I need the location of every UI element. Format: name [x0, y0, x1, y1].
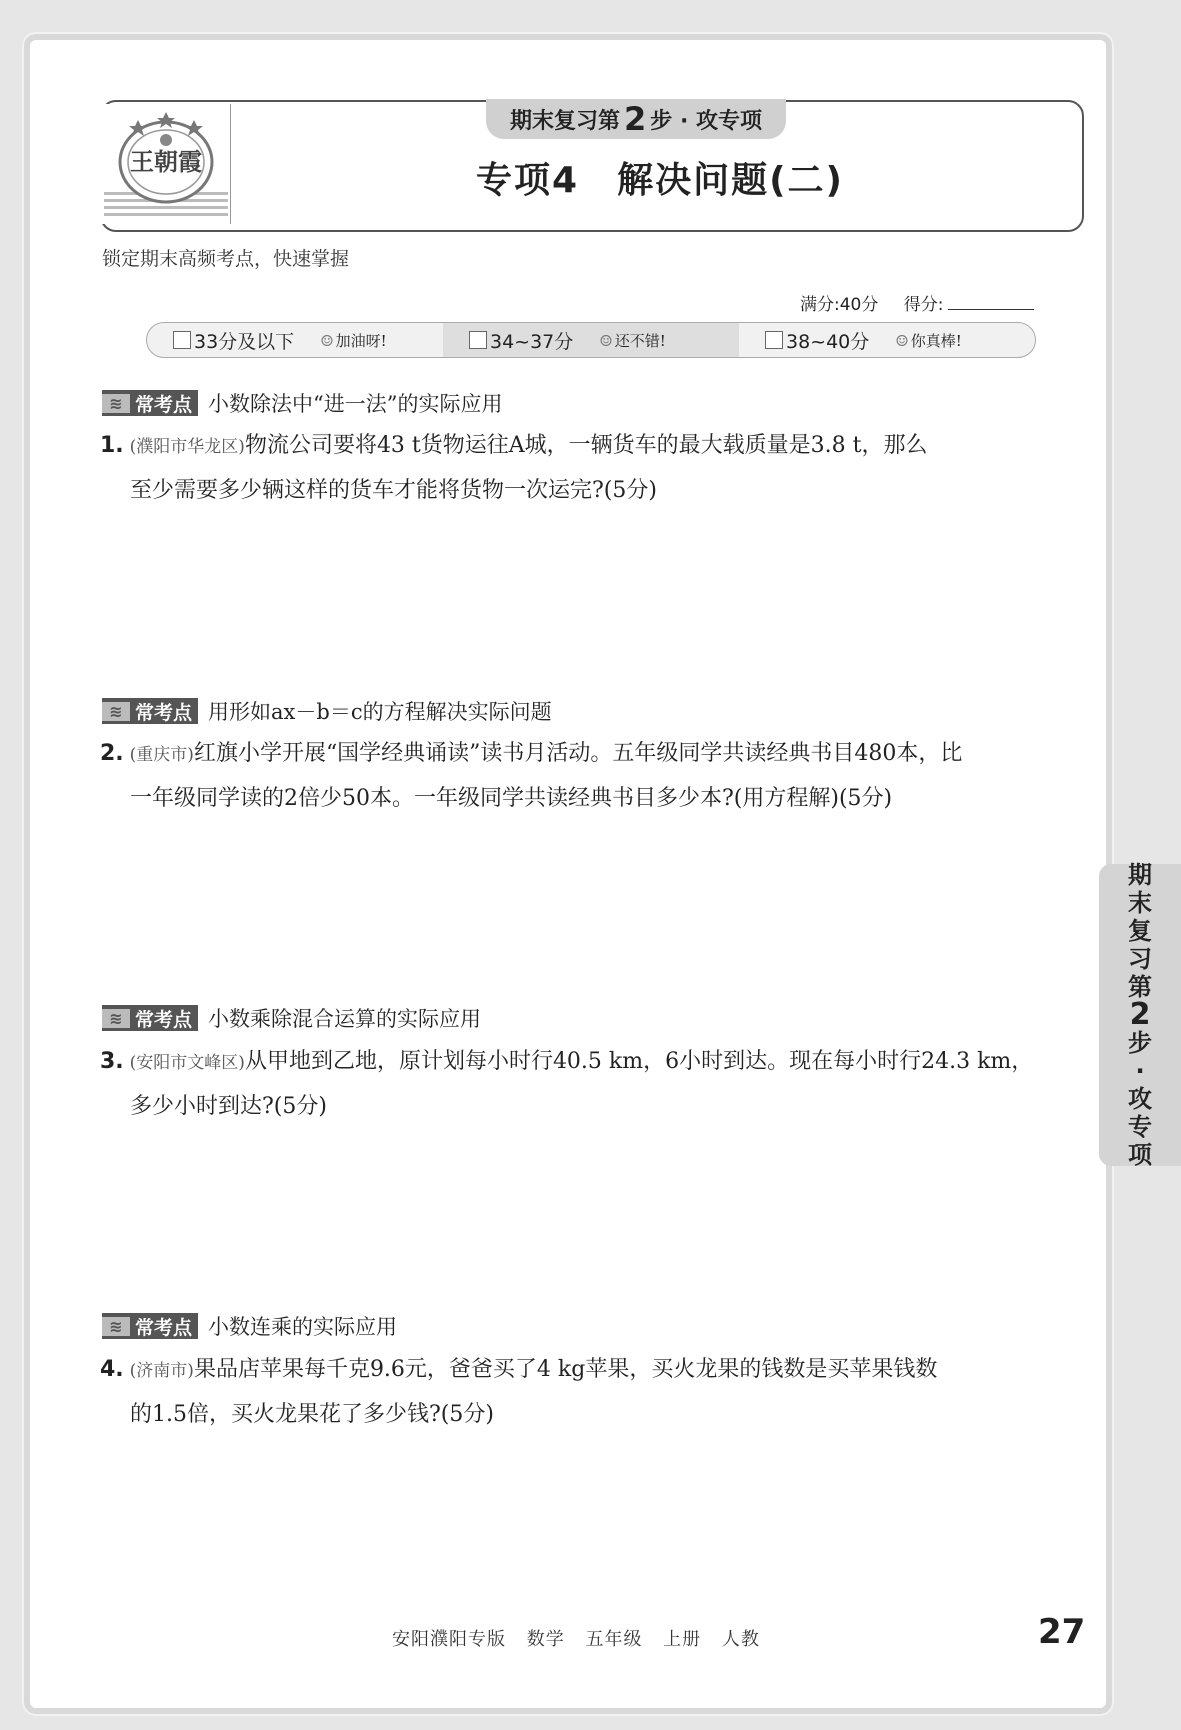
question-text-line2: 至少需要多少辆这样的货车才能将货物一次运完?(5分)	[130, 478, 657, 503]
smiley-icon: ☺	[599, 331, 613, 350]
answer-area-2[interactable]	[100, 824, 980, 984]
section-topic-1: 小数除法中“进一法”的实际应用	[208, 392, 503, 416]
section-topic-2: 用形如ax－b＝c的方程解决实际问题	[208, 700, 552, 724]
question-1	[100, 424, 1080, 513]
tagline: 锁定期末高频考点，快速掌握	[102, 248, 350, 270]
question-4	[100, 1348, 1080, 1437]
rating-range-low: 33分及以下	[194, 330, 295, 353]
rating-segment-low	[147, 323, 443, 357]
question-text-line1: 果品店苹果每千克9.6元，爸爸买了4 kg苹果，买火龙果的钱数是买苹果钱数	[193, 1357, 938, 1382]
wave-icon: ≋	[102, 1317, 130, 1336]
rating-comment-high: ☺ 你真棒!	[895, 331, 962, 350]
section-tag-2	[102, 696, 552, 726]
rating-comment-low: ☺ 加油呀!	[320, 331, 387, 350]
common-point-badge: ≋ 常考点	[102, 1005, 198, 1031]
brand-seal-logo	[100, 104, 232, 224]
question-source: (济南市)	[129, 1361, 194, 1381]
rating-checkbox-high[interactable]	[765, 331, 783, 349]
rating-checkbox-low[interactable]	[173, 331, 191, 349]
rating-segment-mid	[443, 323, 739, 357]
page-title: 专项4 解决问题(二)	[476, 160, 844, 201]
answer-area-1[interactable]	[100, 516, 1080, 676]
question-text-line2: 多少小时到达?(5分)	[130, 1094, 327, 1119]
common-point-badge: ≋ 常考点	[102, 390, 198, 416]
question-text-line2: 一年级同学读的2倍少50本。一年级同学共读经典书目多少本?(用方程解)(5分)	[130, 786, 893, 811]
question-text-line1: 物流公司要将43 t货物运往A城，一辆货车的最大载质量是3.8 t，那么	[244, 433, 928, 458]
banner-suffix: 步 · 攻专项	[650, 108, 762, 134]
full-score-label: 满分:40分	[800, 295, 879, 315]
step-banner	[486, 99, 786, 139]
rating-range-high: 38~40分	[786, 330, 870, 353]
got-score-label: 得分:	[903, 295, 944, 315]
page-number: 27	[1038, 1612, 1086, 1652]
question-source: (安阳市文峰区)	[129, 1053, 245, 1073]
section-tag-4	[102, 1311, 397, 1341]
answer-area-4[interactable]	[100, 1440, 1080, 1600]
smiley-icon: ☺	[895, 331, 909, 350]
section-tag-3	[102, 1003, 481, 1033]
answer-area-3[interactable]	[100, 1132, 1080, 1292]
header-divider	[230, 104, 231, 224]
question-text-line2: 的1.5倍，买火龙果花了多少钱?(5分)	[130, 1402, 494, 1427]
question-source: (重庆市)	[129, 745, 194, 765]
self-rating-bar	[146, 322, 1036, 358]
banner-step-number: 2	[624, 100, 647, 138]
section-topic-3: 小数乘除混合运算的实际应用	[208, 1007, 482, 1031]
rating-checkbox-mid[interactable]	[469, 331, 487, 349]
common-point-badge: ≋ 常考点	[102, 698, 198, 724]
footer-info: 安阳濮阳专版 数学 五年级 上册 人教	[392, 1629, 760, 1650]
question-3	[100, 1040, 1080, 1129]
question-number: 4.	[100, 1357, 124, 1382]
wave-icon: ≋	[102, 702, 130, 721]
side-tab-step2: 期 末 复 习 第 2 步 · 攻 专 项	[1099, 864, 1181, 1166]
svg-text:王朝霞: 王朝霞	[130, 147, 202, 176]
score-blank[interactable]	[948, 309, 1034, 310]
question-source: (濮阳市华龙区)	[129, 437, 245, 457]
wave-icon: ≋	[102, 394, 130, 413]
rating-comment-mid: ☺ 还不错!	[599, 331, 666, 350]
question-number: 3.	[100, 1049, 124, 1074]
question-number: 2.	[100, 741, 124, 766]
section-tag-1	[102, 388, 503, 418]
wave-icon: ≋	[102, 1009, 130, 1028]
banner-prefix: 期末复习第	[510, 108, 621, 134]
question-2	[100, 732, 1080, 821]
score-line	[800, 290, 1034, 315]
common-point-badge: ≋ 常考点	[102, 1313, 198, 1339]
rating-segment-high	[739, 323, 1035, 357]
question-text-line1: 从甲地到乙地，原计划每小时行40.5 km，6小时到达。现在每小时行24.3 km，	[244, 1049, 1034, 1074]
rating-range-mid: 34~37分	[490, 330, 574, 353]
question-number: 1.	[100, 433, 124, 458]
section-topic-4: 小数连乘的实际应用	[208, 1315, 398, 1339]
question-text-line1: 红旗小学开展“国学经典诵读”读书月活动。五年级同学共读经典书目480本，比	[193, 741, 963, 766]
smiley-icon: ☺	[320, 331, 334, 350]
